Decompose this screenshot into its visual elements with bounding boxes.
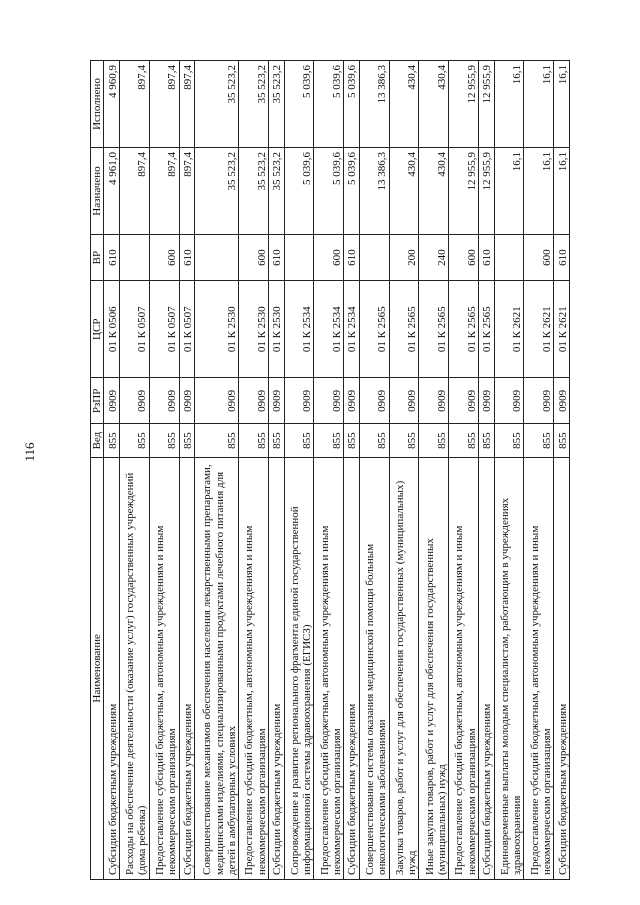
cell-rzpr: 0909 [389,378,419,424]
cell-vr: 610 [479,235,495,281]
cell-ved: 855 [195,424,239,457]
cell-rzpr: 0909 [449,378,479,424]
table-row [104,61,120,880]
cell-assigned: 5 039,6 [344,148,360,235]
cell-vr: 600 [449,235,479,281]
cell-executed: 35 523,2 [239,61,269,148]
cell-ved: 855 [449,424,479,457]
cell-name: Совершенствование механизмов обеспечения населения лекарственными препаратами, медицинскими изделиями, специализированными продуктами лечебного питания для детей в амбулаторных условиях [195,457,239,879]
cell-rzpr: 0909 [494,378,524,424]
cell-name: Субсидии бюджетным учреждениям [479,457,495,879]
cell-ved: 855 [554,424,570,457]
cell-ved: 855 [359,424,389,457]
cell-ved: 855 [119,424,149,457]
cell-vr: 600 [314,235,344,281]
cell-executed: 16,1 [524,61,554,148]
cell-rzpr: 0909 [479,378,495,424]
cell-ved: 855 [179,424,195,457]
cell-executed: 12 955,9 [479,61,495,148]
header-vr: ВР [91,235,104,281]
cell-vr: 600 [239,235,269,281]
cell-csr: 01 К 2621 [554,281,570,378]
cell-csr: 01 К 2534 [284,281,314,378]
cell-vr: 600 [524,235,554,281]
cell-vr [359,235,389,281]
cell-executed: 16,1 [554,61,570,148]
cell-rzpr: 0909 [314,378,344,424]
table-row [359,61,389,880]
cell-executed: 12 955,9 [449,61,479,148]
table-row [195,61,239,880]
cell-ved: 855 [314,424,344,457]
cell-executed: 430,4 [419,61,449,148]
cell-assigned: 16,1 [524,148,554,235]
cell-assigned: 5 039,6 [284,148,314,235]
cell-rzpr: 0909 [344,378,360,424]
cell-vr: 240 [419,235,449,281]
cell-csr: 01 К 2565 [359,281,389,378]
cell-csr: 01 К 2530 [239,281,269,378]
cell-name: Предоставление субсидий бюджетным, автономным учреждениям и иным некоммерческим организациям [449,457,479,879]
cell-executed: 5 039,6 [314,61,344,148]
table-row [314,61,344,880]
cell-csr: 01 К 2565 [419,281,449,378]
cell-rzpr: 0909 [359,378,389,424]
cell-vr [195,235,239,281]
cell-vr [494,235,524,281]
cell-assigned: 35 523,2 [195,148,239,235]
cell-ved: 855 [524,424,554,457]
cell-name: Иные закупки товаров, работ и услуг для обеспечения государственных (муниципальных) нужд [419,457,449,879]
cell-name: Субсидии бюджетным учреждениям [344,457,360,879]
cell-executed: 4 960,9 [104,61,120,148]
cell-rzpr: 0909 [119,378,149,424]
table-header-row [91,61,104,880]
cell-csr: 01 К 2621 [494,281,524,378]
cell-ved: 855 [344,424,360,457]
cell-assigned: 35 523,2 [269,148,285,235]
cell-vr: 200 [389,235,419,281]
table-row [149,61,179,880]
cell-rzpr: 0909 [195,378,239,424]
cell-ved: 855 [389,424,419,457]
header-executed: Исполнено [91,61,104,148]
cell-rzpr: 0909 [554,378,570,424]
cell-assigned: 430,4 [419,148,449,235]
header-name: Наименование [91,457,104,879]
cell-assigned: 897,4 [179,148,195,235]
cell-executed: 13 386,3 [359,61,389,148]
cell-rzpr: 0909 [104,378,120,424]
cell-assigned: 430,4 [389,148,419,235]
cell-name: Предоставление субсидий бюджетным, автономным учреждениям и иным некоммерческим организациям [149,457,179,879]
cell-csr: 01 К 2530 [269,281,285,378]
cell-executed: 430,4 [389,61,419,148]
table-row [524,61,554,880]
cell-assigned: 897,4 [119,148,149,235]
cell-csr: 01 К 2565 [449,281,479,378]
table-row [449,61,479,880]
cell-vr: 610 [179,235,195,281]
cell-name: Предоставление субсидий бюджетным, автономным учреждениям и иным некоммерческим организациям [314,457,344,879]
header-ved: Вед [91,424,104,457]
cell-csr: 01 К 2530 [195,281,239,378]
cell-name: Единовременные выплаты молодым специалистам, работающим в учреждениях здравоохранения [494,457,524,879]
cell-assigned: 16,1 [494,148,524,235]
header-csr: ЦСР [91,281,104,378]
table-row [284,61,314,880]
cell-name: Сопровождение и развитие регионального фрагмента единой государственной информационной системы здравоохранения (ЕГИСЗ) [284,457,314,879]
cell-csr: 01 К 2565 [479,281,495,378]
table-body [104,61,570,880]
cell-executed: 897,4 [119,61,149,148]
cell-executed: 35 523,2 [269,61,285,148]
cell-vr: 610 [269,235,285,281]
budget-table [90,60,570,880]
cell-name: Субсидии бюджетным учреждениям [104,457,120,879]
table-row [419,61,449,880]
table-row [494,61,524,880]
cell-executed: 16,1 [494,61,524,148]
cell-name: Субсидии бюджетным учреждениям [269,457,285,879]
header-assigned: Назначено [91,148,104,235]
header-rzpr: РзПР [91,378,104,424]
rotated-table-container [90,60,570,880]
cell-ved: 855 [494,424,524,457]
table-row [119,61,149,880]
cell-rzpr: 0909 [524,378,554,424]
cell-csr: 01 К 0507 [149,281,179,378]
cell-rzpr: 0909 [284,378,314,424]
cell-ved: 855 [149,424,179,457]
cell-name: Расходы на обеспечение деятельности (оказание услуг) государственных учреждений (дома ребенка) [119,457,149,879]
table-row [179,61,195,880]
cell-ved: 855 [284,424,314,457]
cell-assigned: 35 523,2 [239,148,269,235]
cell-ved: 855 [269,424,285,457]
table-row [479,61,495,880]
cell-assigned: 16,1 [554,148,570,235]
cell-rzpr: 0909 [239,378,269,424]
cell-ved: 855 [479,424,495,457]
cell-vr: 610 [104,235,120,281]
cell-assigned: 13 386,3 [359,148,389,235]
cell-vr: 610 [554,235,570,281]
cell-csr: 01 К 2621 [524,281,554,378]
cell-rzpr: 0909 [179,378,195,424]
page-number: 116 [22,442,37,462]
table-row [344,61,360,880]
cell-rzpr: 0909 [149,378,179,424]
cell-vr [284,235,314,281]
cell-executed: 35 523,2 [195,61,239,148]
cell-name: Закупка товаров, работ и услуг для обеспечения государственных (муниципальных) нужд [389,457,419,879]
cell-name: Предоставление субсидий бюджетным, автономным учреждениям и иным некоммерческим организациям [239,457,269,879]
cell-executed: 897,4 [149,61,179,148]
table-row [269,61,285,880]
cell-csr: 01 К 2534 [314,281,344,378]
cell-csr: 01 К 2565 [389,281,419,378]
cell-vr: 600 [149,235,179,281]
cell-assigned: 4 961,0 [104,148,120,235]
cell-executed: 5 039,6 [344,61,360,148]
table-row [554,61,570,880]
cell-name: Субсидии бюджетным учреждениям [554,457,570,879]
cell-assigned: 5 039,6 [314,148,344,235]
cell-csr: 01 К 0506 [104,281,120,378]
cell-csr: 01 К 0507 [119,281,149,378]
cell-csr: 01 К 2534 [344,281,360,378]
table-row [389,61,419,880]
cell-vr: 610 [344,235,360,281]
cell-ved: 855 [419,424,449,457]
cell-vr [119,235,149,281]
cell-name: Совершенствование системы оказания медицинской помощи больным онкологическими заболеваниями [359,457,389,879]
cell-assigned: 12 955,9 [449,148,479,235]
cell-csr: 01 К 0507 [179,281,195,378]
cell-assigned: 897,4 [149,148,179,235]
cell-name: Предоставление субсидий бюджетным, автономным учреждениям и иным некоммерческим организациям [524,457,554,879]
cell-name: Субсидии бюджетным учреждениям [179,457,195,879]
cell-executed: 5 039,6 [284,61,314,148]
cell-ved: 855 [104,424,120,457]
cell-ved: 855 [239,424,269,457]
cell-executed: 897,4 [179,61,195,148]
cell-rzpr: 0909 [419,378,449,424]
cell-rzpr: 0909 [269,378,285,424]
cell-assigned: 12 955,9 [479,148,495,235]
table-row [239,61,269,880]
